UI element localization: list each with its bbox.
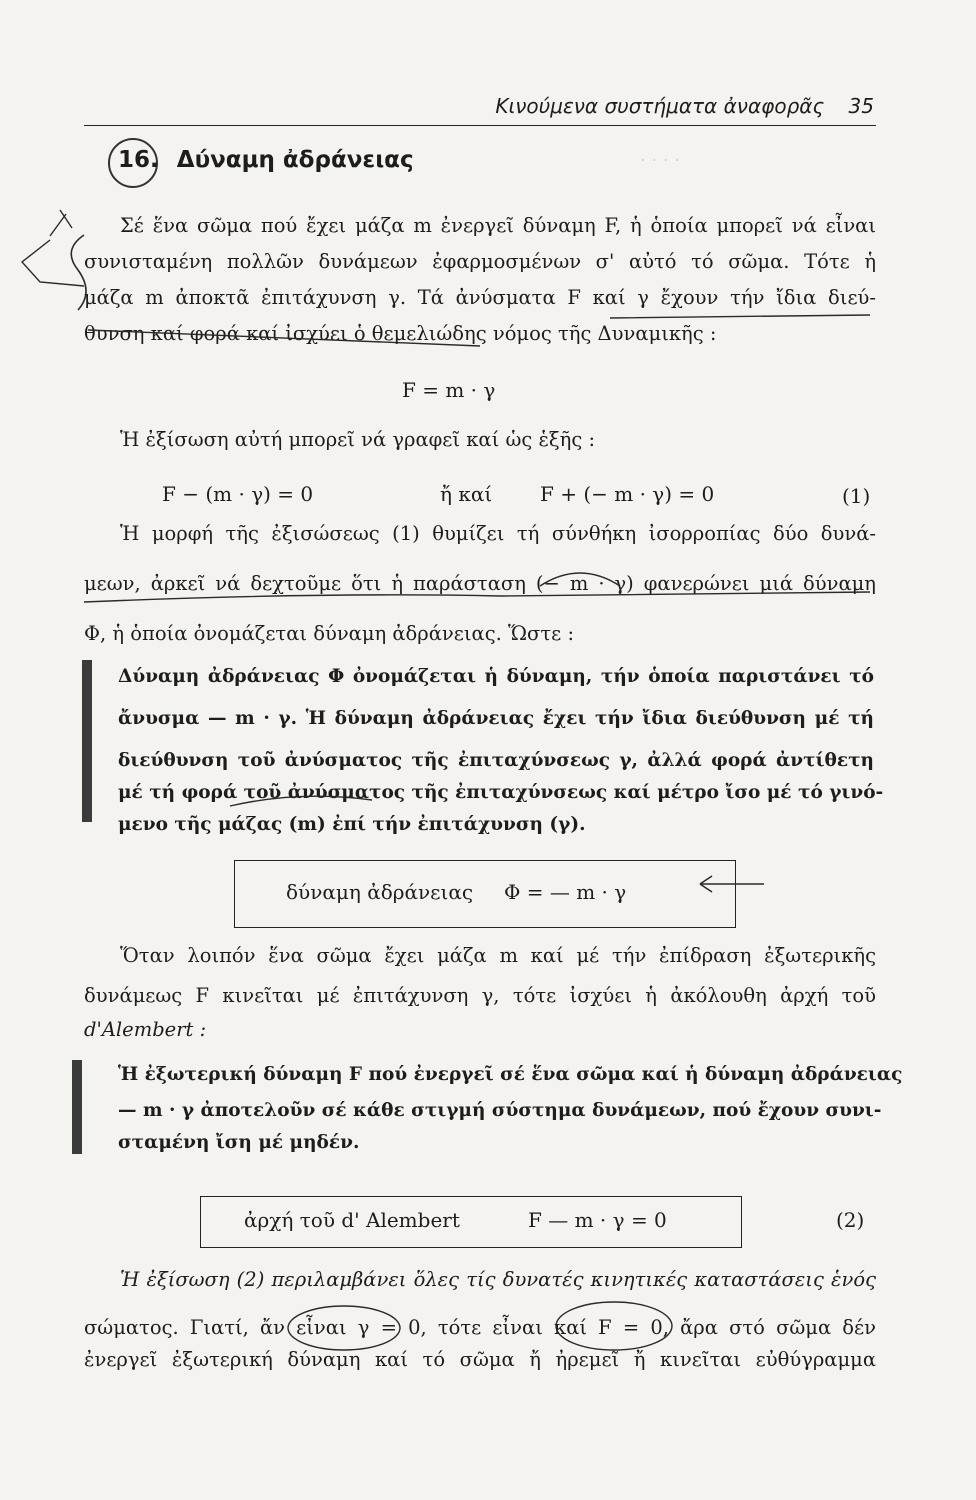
box2-number: (2) [836, 1208, 865, 1232]
definition1-line-2: ἄνυσμα — m · γ. Ἡ δύναμη ἀδράνειας ἔχει τήν ἴδια διεύθυνση μέ τή [118, 708, 874, 729]
pen-scribble-mark [50, 210, 72, 236]
definition-sidebar-1 [82, 660, 92, 822]
p4-line-2: δυνάμεως F κινεῖται μέ ἐπιτάχυνση γ, τότε ἰσχύει ἡ ἀκόλουθη ἀρχή τοῦ [84, 984, 876, 1007]
header-rule [84, 125, 876, 126]
p2-line: Ἡ ἐξίσωση αὐτή μπορεῖ νά γραφεῖ καί ὡς ἑξῆς : [120, 428, 596, 451]
p1-line-2: συνισταμένη πολλῶν δυνάμεων ἐφαρμοσμένων σ' αὐτό τό σῶμα. Τότε ἡ [84, 250, 876, 273]
definition1-line-5: μενο τῆς μάζας (m) ἐπί τήν ἐπιτάχυνση (γ). [118, 814, 586, 835]
pen-arrow-mark [22, 240, 84, 286]
definition2-line-1: Ἡ ἐξωτερική δύναμη F πού ἐνεργεῖ σέ ἕνα σῶμα καί ἡ δύναμη ἀδράνειας [118, 1064, 903, 1085]
box2-label: ἀρχή τοῦ d' Alembert [244, 1208, 460, 1232]
running-title: Κινούμενα συστήματα ἀναφορᾶς [495, 94, 825, 118]
p1-line-1: Σέ ἕνα σῶμα πού ἔχει μάζα m ἐνεργεῖ δύναμη F, ἡ ὁποία μπορεῖ νά εἶναι [120, 214, 876, 237]
section-title: Δύναμη ἀδράνειας [176, 147, 414, 173]
definition-sidebar-2 [72, 1060, 82, 1154]
definition1-line-4: μέ τή φορά τοῦ ἀνύσματος τῆς ἐπιταχύνσεως καί μέτρο ἴσο μέ τό γινό- [118, 782, 884, 803]
p4-line-3: d'Alembert : [84, 1018, 207, 1041]
equation-1-left: F − (m · γ) = 0 [162, 482, 314, 506]
page-number: 35 [848, 94, 874, 118]
box2-equation: F — m · γ = 0 [528, 1208, 667, 1232]
p1-line-3: μάζα m ἀποκτᾶ ἐπιτάχυνση γ. Τά ἀνύσματα F καί γ ἔχουν τήν ἴδια διεύ- [84, 286, 876, 309]
p1-line-4: θυνση καί φορά καί ἰσχύει ὁ θεμελιώδης νόμος τῆς Δυναμικῆς : [84, 322, 717, 345]
box1-label: δύναμη ἀδράνειας [286, 880, 474, 904]
definition2-line-3: σταμένη ἴση μέ μηδέν. [118, 1132, 360, 1153]
bleed-through-heading [112, 1175, 120, 1200]
equation-1-or: ἤ καί [440, 482, 493, 506]
p3-line-3: Φ, ἡ ὁποία ὀνομάζεται δύναμη ἀδράνειας. Ὥστε : [84, 622, 575, 645]
section-heading [118, 147, 414, 173]
definition1-line-3: διεύθυνση τοῦ ἀνύσματος τῆς ἐπιταχύνσεως γ, ἀλλά φορά ἀντίθετη [118, 750, 874, 771]
bleed-through-text: · · · · [640, 150, 681, 171]
p3-line-2: μεων, ἀρκεῖ νά δεχτοῦμε ὅτι ἡ παράσταση (− m · γ) φανερώνει μιά δύναμη [84, 572, 876, 595]
definition2-line-2: — m · γ ἀποτελοῦν σέ κάθε στιγμή σύστημα δυνάμεων, πού ἔχουν συνι- [118, 1100, 882, 1121]
section-number: 16. [118, 147, 159, 173]
equation-1-label: (1) [842, 484, 871, 508]
p5-line-2: σώματος. Γιατί, ἄν εἶναι γ = 0, τότε εἶναι καί F = 0, ἄρα στό σῶμα δέν [84, 1316, 876, 1339]
box1-equation: Φ = — m · γ [504, 880, 627, 904]
running-head [84, 94, 874, 118]
definition1-line-1: Δύναμη ἀδράνειας Φ ὀνομάζεται ἡ δύναμη, τήν ὁποία παριστάνει τό [118, 666, 874, 687]
p5-line-3: ἐνεργεῖ ἐξωτερική δύναμη καί τό σῶμα ἤ ἠρεμεῖ ἤ κινεῖται εὐθύγραμμα [84, 1348, 876, 1371]
p3-line-1: Ἡ μορφή τῆς ἐξισώσεως (1) θυμίζει τή σύνθήκη ἰσορροπίας δύο δυνά- [120, 522, 876, 545]
equation-newton: F = m · γ [402, 378, 496, 402]
equation-1-right: F + (− m · γ) = 0 [540, 482, 715, 506]
p5-line-1: Ἡ ἐξίσωση (2) περιλαμβάνει ὅλες τίς δυνατές κινητικές καταστάσεις ἑνός [120, 1268, 876, 1291]
p4-line-1: Ὅταν λοιπόν ἕνα σῶμα ἔχει μάζα m καί μέ τήν ἐπίδραση ἐξωτερικῆς [120, 944, 876, 967]
